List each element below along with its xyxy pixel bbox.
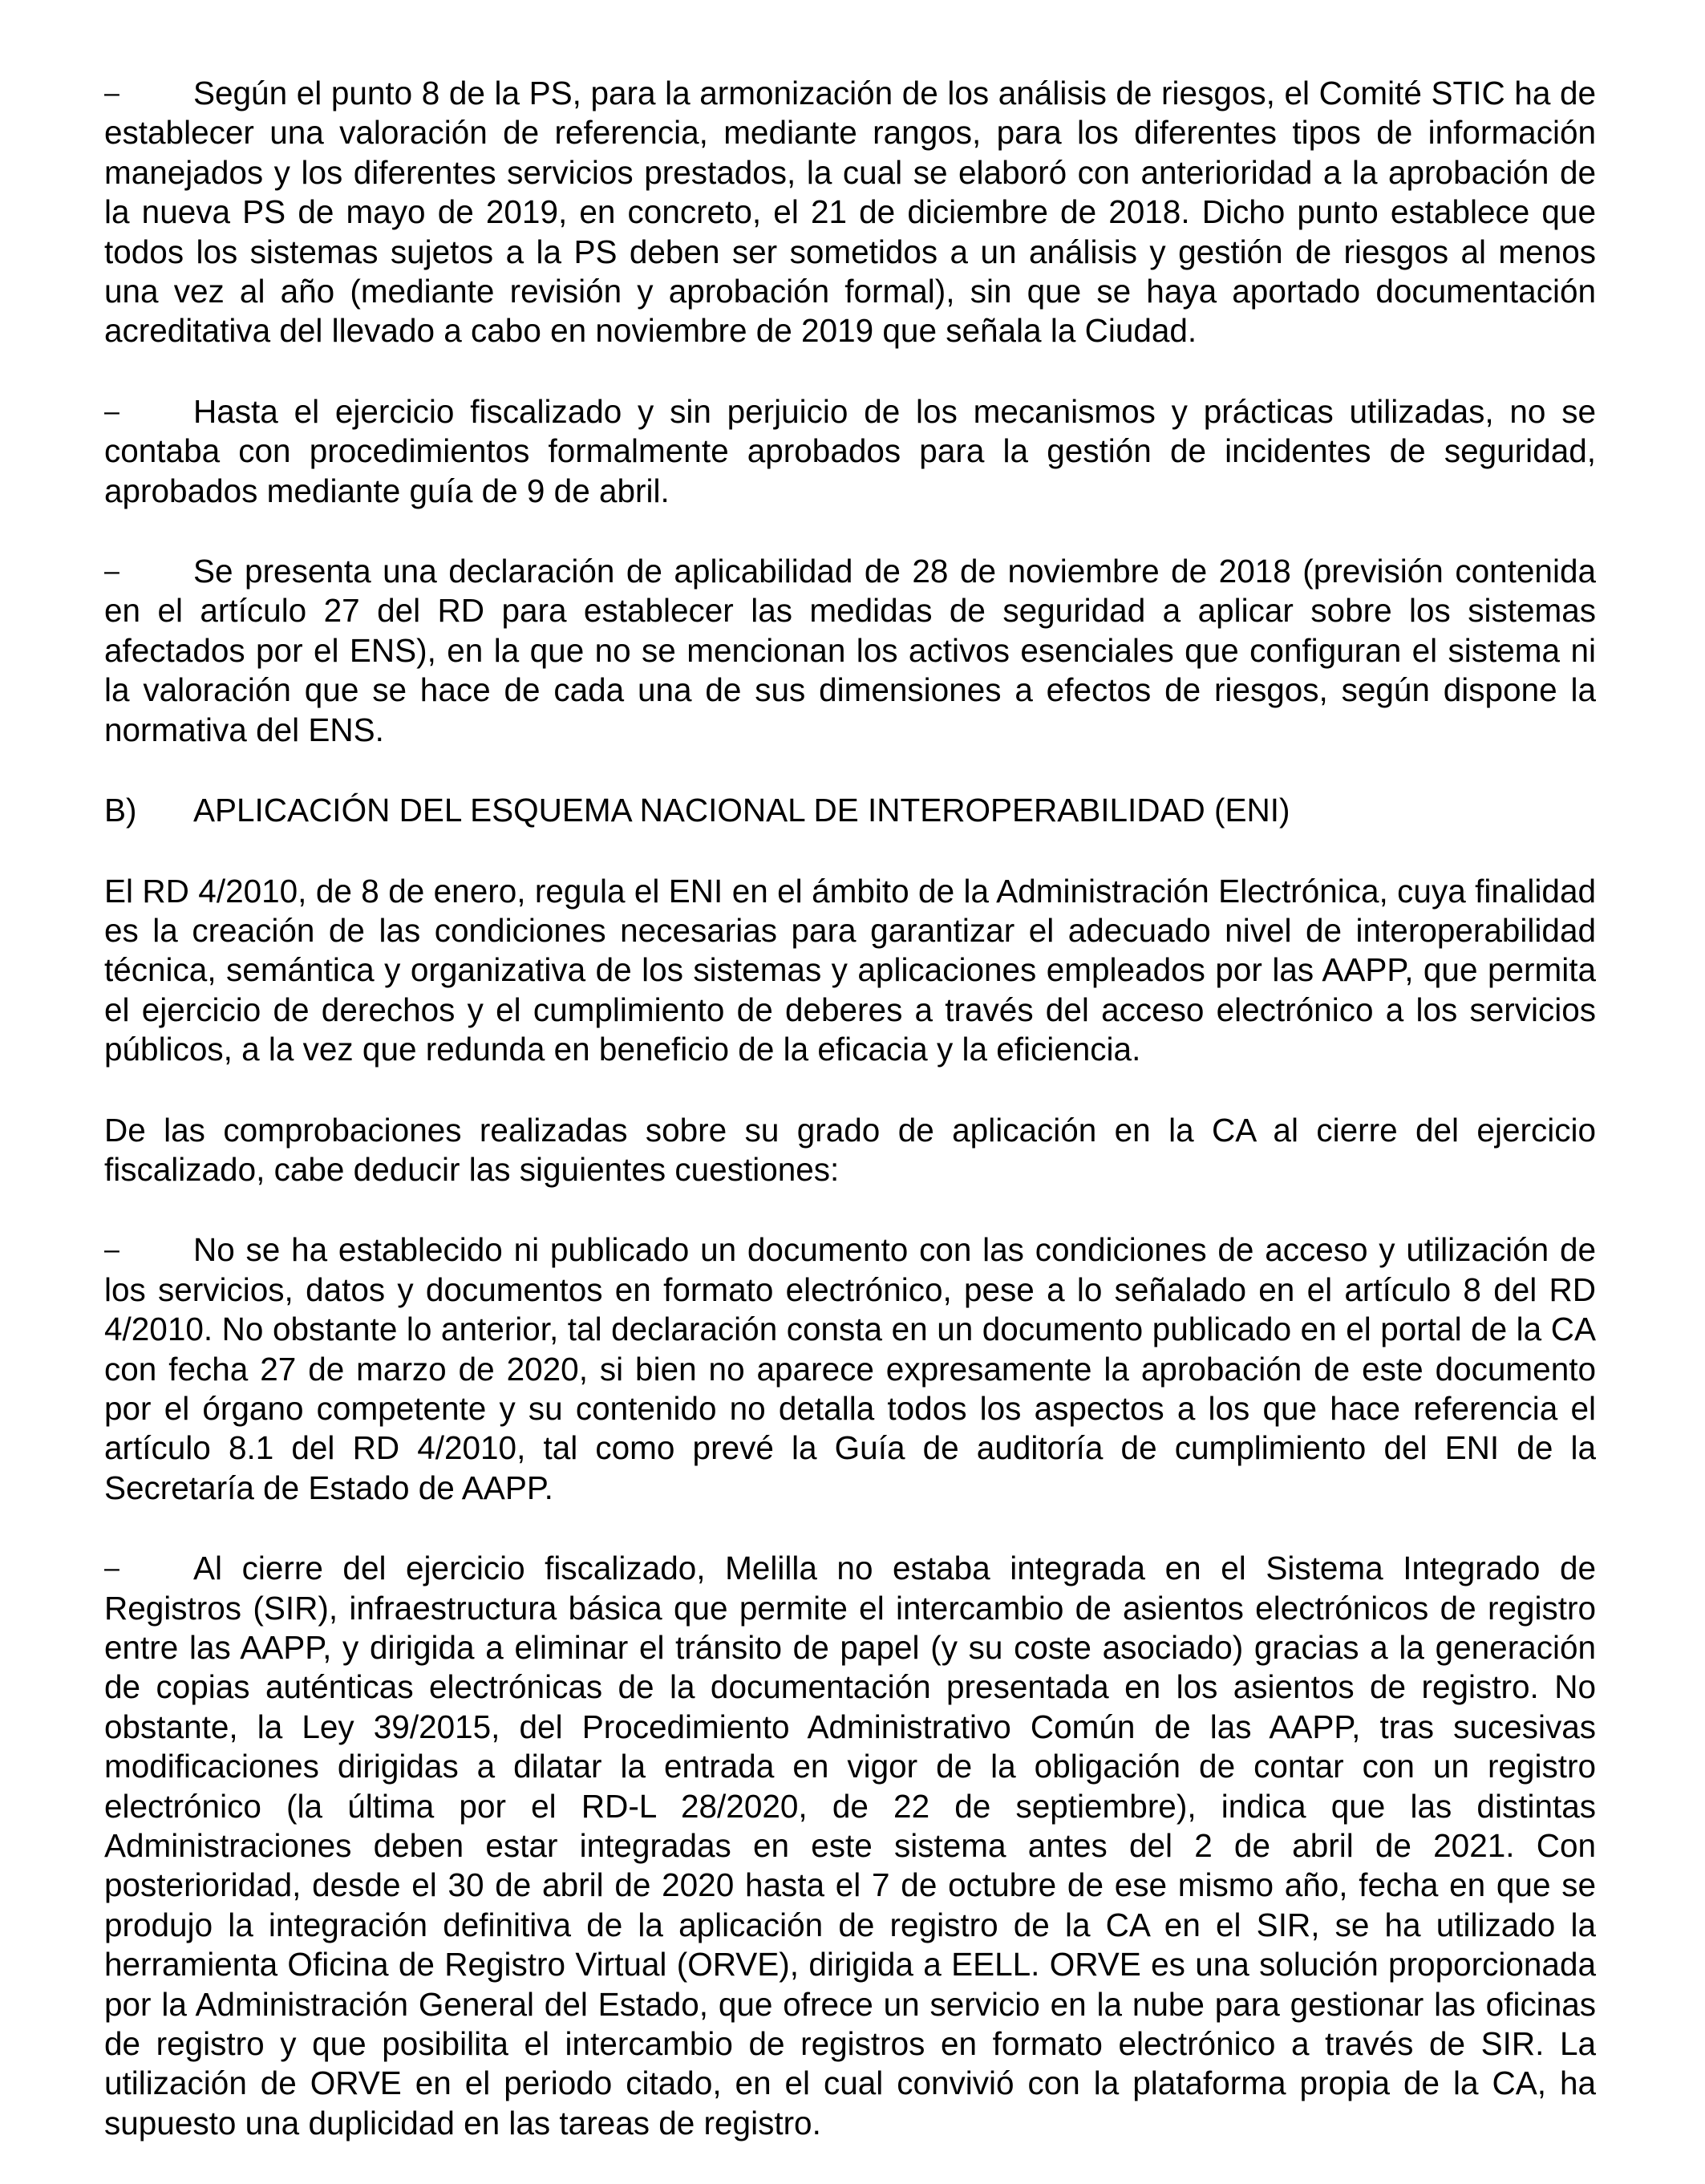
bullet-paragraph-access-conditions	[104, 1230, 1596, 1508]
bullet-paragraph-sir-integration	[104, 1549, 1596, 2143]
section-title: APLICACIÓN DEL ESQUEMA NACIONAL DE INTEROPERABILIDAD (ENI)	[193, 792, 1290, 829]
bullet-dash: –	[104, 78, 119, 108]
paragraph-text: Según el punto 8 de la PS, para la armonización de los análisis de riesgos, el Comité STIC ha de establecer una valoración de referencia, mediante rangos, para los diferentes tipos de información manejados y los diferentes servicios prestados, la cual se elaboró con anterioridad a la aprobación de la nueva PS de mayo de 2019, en concreto, el 21 de diciembre de 2018. Dicho punto establece que todos los sistemas sujetos a la PS deben ser sometidos a un análisis y gestión de riesgos al menos una vez al año (mediante revisión y aprobación formal), sin que se haya aportado documentación acreditativa del llevado a cabo en noviembre de 2019 que señala la Ciudad.	[104, 75, 1596, 350]
bullet-paragraph-applicability-statement	[104, 552, 1596, 750]
section-heading-b	[104, 791, 1596, 830]
bullet-paragraph-risk-analysis	[104, 74, 1596, 351]
bullet-dash: –	[104, 556, 119, 587]
bullet-dash: –	[104, 395, 119, 427]
paragraph-text: No se ha establecido ni publicado un documento con las condiciones de acceso y utilización de los servicios, datos y documentos en formato electrónico, pese a lo señalado en el artículo 8 del RD 4/2010. No obstante lo anterior, tal declaración consta en un documento publicado en el portal de la CA con fecha 27 de marzo de 2020, si bien no aparece expresamente la aprobación de este documento por el órgano competente y su contenido no detalla todos los aspectos a los que hace referencia el artículo 8.1 del RD 4/2010, tal como prevé la Guía de auditoría de cumplimiento del ENI de la Secretaría de Estado de AAPP.	[104, 1231, 1596, 1506]
bullet-paragraph-incident-procedures	[104, 392, 1596, 511]
body-paragraph-checks-intro: De las comprobaciones realizadas sobre su grado de aplicación en la CA al cierre del ejercicio fiscalizado, cabe deducir las siguientes cuestiones:	[104, 1111, 1596, 1188]
bullet-dash: –	[104, 1234, 119, 1266]
body-paragraph-eni-regulation: El RD 4/2010, de 8 de enero, regula el ENI en el ámbito de la Administración Electrónica, cuya finalidad es la creación de las condiciones necesarias para garantizar el adecuado nivel de interoperabilidad técnica, semántica y organizativa de los sistemas y aplicaciones empleados por las AAPP, que permita el ejercicio de derechos y el cumplimiento de deberes a través del acceso electrónico a los servicios públicos, a la vez que redunda en beneficio de la eficacia y la eficiencia.	[104, 872, 1596, 1068]
section-letter: B)	[104, 792, 137, 829]
document-page	[104, 74, 1596, 2184]
paragraph-text: Al cierre del ejercicio fiscalizado, Melilla no estaba integrada en el Sistema Integrado de Registros (SIR), infraestructura básica que permite el intercambio de asientos electrónicos de registro entre las AAPP, y dirigida a eliminar el tránsito de papel (y su coste asociado) gracias a la generación de copias auténticas electrónicas de la documentación presentada en los asientos de registro. No obstante, la Ley 39/2015, del Procedimiento Administrativo Común de las AAPP, tras sucesivas modificaciones dirigidas a dilatar la entrada en vigor de la obligación de contar con un registro electrónico (la última por el RD-L 28/2020, de 22 de septiembre), indica que las distintas Administraciones deben estar integradas en este sistema antes del 2 de abril de 2021. Con posterioridad, desde el 30 de abril de 2020 hasta el 7 de octubre de ese mismo año, fecha en que se produjo la integración definitiva de la aplicación de registro de la CA en el SIR, se ha utilizado la herramienta Oficina de Registro Virtual (ORVE), dirigida a EELL. ORVE es una solución proporcionada por la Administración General del Estado, que ofrece un servicio en la nube para gestionar las oficinas de registro y que posibilita el intercambio de registros en formato electrónico a través de SIR. La utilización de ORVE en el periodo citado, en el cual convivió con la plataforma propia de la CA, ha supuesto una duplicidad en las tareas de registro.	[104, 1550, 1596, 2141]
paragraph-text: Hasta el ejercicio fiscalizado y sin perjuicio de los mecanismos y prácticas utilizadas, no se contaba con procedimientos formalmente aprobados para la gestión de incidentes de seguridad, aprobados mediante guía de 9 de abril.	[104, 392, 1596, 509]
paragraph-text: Se presenta una declaración de aplicabilidad de 28 de noviembre de 2018 (previsión contenida en el artículo 27 del RD para establecer las medidas de seguridad a aplicar sobre los sistemas afectados por el ENS), en la que no se mencionan los activos esenciales que configuran el sistema ni la valoración que se hace de cada una de sus dimensiones a efectos de riesgos, según dispone la normativa del ENS.	[104, 553, 1596, 748]
bullet-dash: –	[104, 1553, 119, 1584]
